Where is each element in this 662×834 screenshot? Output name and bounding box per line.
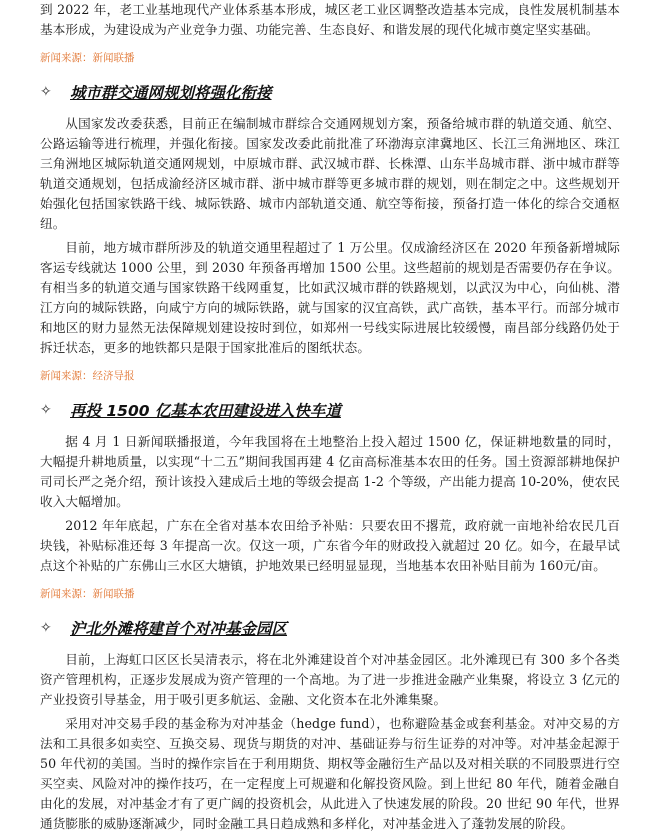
news-source: 新闻来源：经济导报 [40, 370, 135, 382]
section-heading [40, 396, 620, 424]
news-source: 新闻来源：新闻联播 [40, 588, 135, 600]
body-paragraph: 采用对冲交易手段的基金称为对冲基金（hedge fund），也称避险基金或套利基金。对冲交易的方法和工具很多如卖空、互换交易、现货与期货的对冲、基础证券与衍生证券的对冲等。对冲基金起源于 50 年代初的美国。当时的操作宗旨在于利用期货、期权等金融衍生产品以及对相关联的不同股票进行空买空卖、风险对冲的操作技巧，在一定程度上可规避和化解投资风险。到上世纪 80 年代，随着金融自由化的发展，对冲基金才有了更广阔的投资机会，从此进入了快速发展的阶段。20 世纪 90 年代，世界通货膨胀的威胁逐渐减少，同时金融工具日趋成熟和多样化，对冲基金进入了蓬勃发展的阶段。 [40, 716, 620, 831]
section-title: 沪北外滩将建首个对冲基金园区 [70, 620, 288, 638]
body-paragraph: 从国家发改委获悉，目前正在编制城市群综合交通网规划方案，预备给城市群的轨道交通、航空、公路运输等进行梳理，并强化衔接。国家发改委此前批准了环渤海京津冀地区、长江三角洲地区、珠江三角洲地区城际轨道交通网规划，中原城市群、武汉城市群、长株潭、山东半岛城市群、浙中城市群等轨道交通规划，包括成渝经济区城市群、浙中城市群等更多城市群的规划，则在制定之中。这些规划开始强化包括国家铁路干线、城际铁路、城市内部轨道交通、航空等衔接，预备打造一体化的综合交通枢纽。 [40, 116, 620, 231]
section-title: 再投 1500 亿基本农田建设进入快车道 [70, 402, 341, 420]
body-paragraph: 目前，地方城市群所涉及的轨道交通里程超过了 1 万公里。仅成渝经济区在 2020 年预备新增城际客运专线就达 1000 公里，到 2030 年预备再增加 1500 公里。这些超前的规划是否需要仍存在争议。有相当多的轨道交通与国家铁路干线网重复，比如武汉城市群的铁路规划，以武汉为中心，向仙桃、潜江方向的城际铁路，向咸宁方向的城际铁路，就与国家的汉宜高铁，武广高铁，基本平行。而部分城市和地区的财力显然无法保障规划建设按时到位，如郑州一号线实际进展比较缓慢，南昌部分线路仍处于拆迁状态，更多的地铁都只是限于国家批准后的图纸状态。 [40, 240, 620, 355]
section-title: 城市群交通网规划将强化衔接 [70, 84, 272, 102]
body-paragraph: 目前，上海虹口区区长吴清表示，将在北外滩建设首个对冲基金园区。北外滩现已有 300 多个各类资产管理机构，正逐步发展成为资产管理的一个高地。为了进一步推进金融产业集聚，将设立 3 亿元的产业投资引导基金，用于吸引更多航运、金融、文化资本在北外滩集聚。 [40, 652, 620, 707]
section-heading [40, 614, 620, 642]
section-heading [40, 78, 620, 106]
news-source: 新闻来源：新闻联播 [40, 52, 135, 64]
diamond-outline-icon: ✧ [40, 620, 52, 636]
intro-block [40, 0, 620, 40]
diamond-outline-icon: ✧ [40, 84, 52, 100]
body-paragraph: 2012 年年底起，广东在全省对基本农田给予补贴：只要农田不撂荒，政府就一亩地补给农民几百块钱，补贴标准还每 3 年提高一次。仅这一项，广东省今年的财政投入就超过 20 亿。如今，在最早试点这个补贴的广东佛山三水区大塘镇，护地效果已经明显显现，当地基本农田补贴目前为 160元/亩。 [40, 518, 620, 573]
intro-paragraph: 到 2022 年，老工业基地现代产业体系基本形成，城区老工业区调整改造基本完成，良性发展机制基本基本形成，为建设成为产业竞争力强、功能完善、生态良好、和谐发展的现代化城市奠定坚实基础。 [40, 2, 620, 37]
body-paragraph: 据 4 月 1 日新闻联播报道，今年我国将在土地整治上投入超过 1500 亿，保证耕地数量的同时，大幅提升耕地质量，以实现“十二五”期间我国再建 4 亿亩高标准基本农田的任务。国土资源部耕地保护司司长严之尧介绍，预计该投入建成后土地的等级会提高 1-2 个等级，产出能力提高 10-20%，使农民收入大幅增加。 [40, 434, 620, 509]
diamond-outline-icon: ✧ [40, 402, 52, 418]
